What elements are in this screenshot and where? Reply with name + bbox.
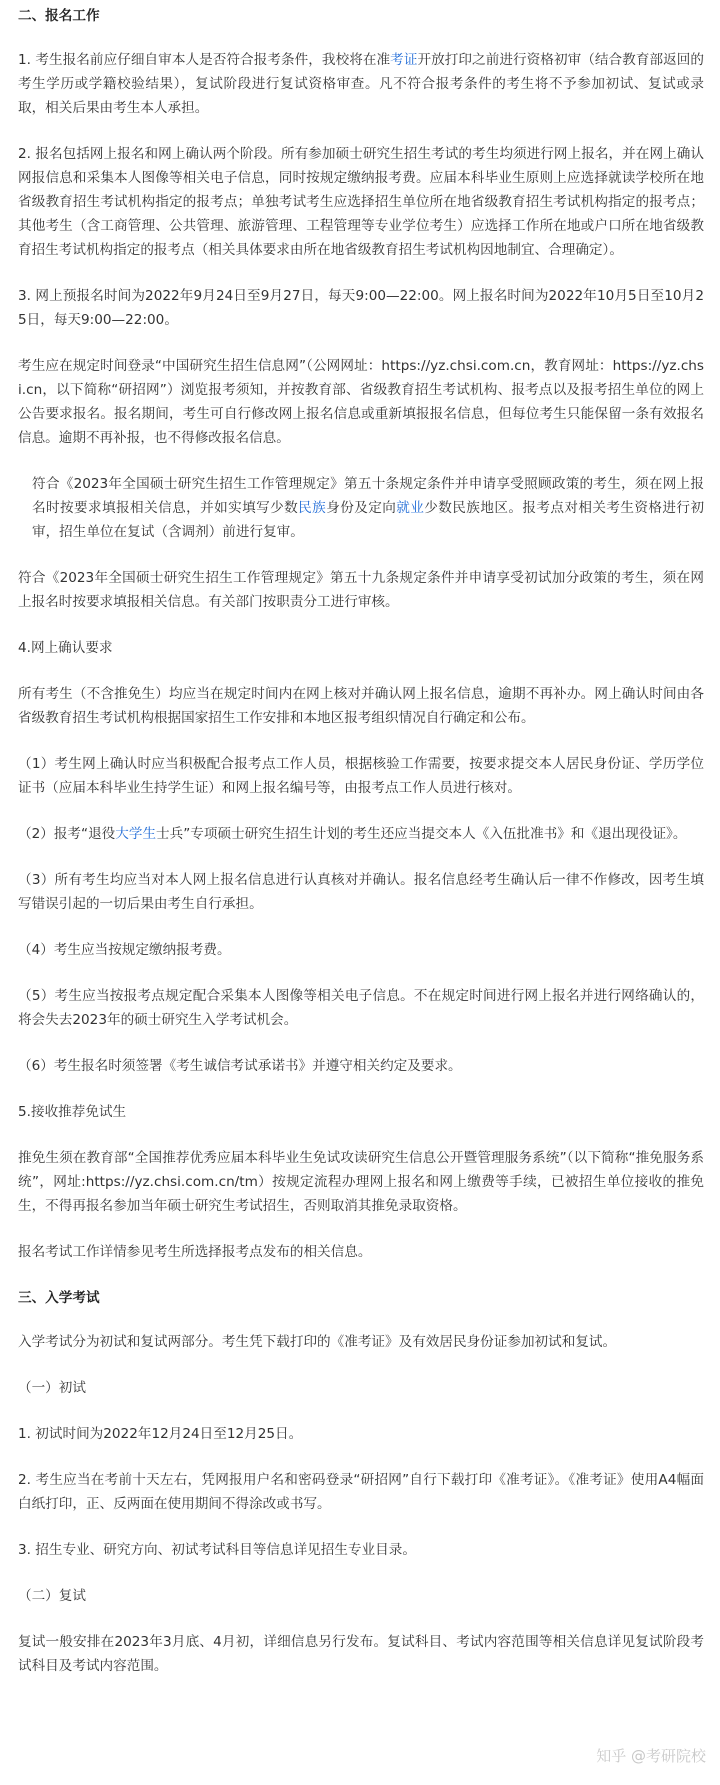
paragraph-retest-schedule: 复试一般安排在2023年3月底、4月初，详细信息另行发布。复试科目、考试内容范围等相关信息详见复试阶段考试科目及考试内容范围。 [18,1634,704,1674]
paragraph-exam-date: 1. 初试时间为2022年12月24日至12月25日。 [18,1426,303,1442]
text-segment: 符合《2023年全国硕士研究生招生工作管理规定》第五十条规定条件并申请享受照顾政策的考生，须在网上报名时按要求填报相关信息，并如实填写少数 [32,476,704,516]
subheading-online-confirmation: 4.网上确认要求 [18,640,113,656]
paragraph-admission-ticket: 2. 考生应当在考前十天左右，凭网报用户名和密码登录“研招网”自行下载打印《准考证》。《准考证》使用A4幅面白纸打印，正、反两面在使用期间不得涂改或书写。 [18,1472,704,1512]
paragraph-confirm-item-4: （4）考生应当按规定缴纳报考费。 [18,942,231,958]
link-kaozheng[interactable]: 考证 [390,52,418,68]
link-minzu[interactable]: 民族 [298,500,327,516]
paragraph-registration-details: 报名考试工作详情参见考生所选择报考点发布的相关信息。 [18,1244,372,1260]
paragraph-confirm-item-2 [18,822,704,846]
paragraph-registration-stages: 2. 报名包括网上报名和网上确认两个阶段。所有参加硕士研究生招生考试的考生均须进行网上报名，并在网上确认网报信息和采集本人图像等相关电子信息，同时按规定缴纳报考费。应届本科毕业生原则上应选择就读学校所在地省级教育招生考试机构指定的报考点；单独考试考生应选择招生单位所在地省级教育招生考试机构指定的报考点；其他考生（含工商管理、公共管理、旅游管理、工程管理等专业学位考生）应选择工作所在地或户口所在地省级教育招生考试机构指定的报考点（相关具体要求由所在地省级教育招生考试机构因地制宜、合理确定）。 [18,146,704,258]
paragraph-confirmation-time: 所有考生（不含推免生）均应当在规定时间内在网上核对并确认网上报名信息，逾期不再补办。网上确认时间由各省级教育招生考试机构根据国家招生工作安排和本地区报考组织情况自行确定和公布。 [18,686,704,726]
paragraph-initial-review [18,48,704,120]
paragraph-yanzhaowang-login: 考生应在规定时间登录“中国研究生招生信息网”（公网网址：https://yz.chsi.com.cn，教育网址：https://yz.chsi.cn，以下简称“研招网”）浏览报考须知，并按教育部、省级教育招生考试机构、报考点以及报考招生单位的网上公告要求报名。报名期间，考生可自行修改网上报名信息或重新填报报名信息，但每位考生只能保留一条有效报名信息。逾期不再补报，也不得修改报名信息。 [18,358,704,446]
paragraph-recommended-students: 推免生须在教育部“全国推荐优秀应届本科毕业生免试攻读研究生信息公开暨管理服务系统”（以下简称“推免服务系统”，网址:https://yz.chsi.com.cn/tm）按规定流程办理网上报名和网上缴费等手续，已被招生单位接收的推免生，不得再报名参加当年硕士研究生考试招生，否则取消其推免录取资格。 [18,1150,704,1214]
subheading-preliminary-exam: （一）初试 [18,1380,86,1396]
text-segment: 1. 考生报名前应仔细自审本人是否符合报考条件，我校将在准 [18,52,391,68]
text-segment: （2）报考“退役 [18,826,116,842]
paragraph-confirm-item-6: （6）考生报名时须签署《考生诚信考试承诺书》并遵守相关约定及要求。 [18,1058,462,1074]
paragraph-program-catalog: 3. 招生专业、研究方向、初试考试科目等信息详见招生专业目录。 [18,1542,416,1558]
link-jiuye[interactable]: 就业 [396,500,425,516]
link-daxuesheng[interactable]: 大学生 [115,826,157,842]
paragraph-minority-policy [18,472,704,544]
section-heading-registration: 二、报名工作 [18,8,100,24]
paragraph-registration-time: 3. 网上预报名时间为2022年9月24日至9月27日，每天9:00—22:00。网上报名时间为2022年10月5日至10月25日，每天9:00—22:00。 [18,288,704,328]
text-segment: 身份及定向 [326,500,397,516]
paragraph-confirm-item-5: （5）考生应当按报考点规定配合采集本人图像等相关电子信息。不在规定时间进行网上报名并进行网络确认的，将会失去2023年的硕士研究生入学考试机会。 [18,988,704,1028]
text-segment: 开放打印之前进行资格初审（结合教育部返回的考生学历或学籍校验结果），复试阶段进行复试资格审查。凡不符合报考条件的考生将不予参加初试、复试或录取，相关后果由考生本人承担。 [18,52,705,116]
paragraph-bonus-policy: 符合《2023年全国硕士研究生招生工作管理规定》第五十九条规定条件并申请享受初试加分政策的考生，须在网上报名时按要求填报相关信息。有关部门按职责分工进行审核。 [18,570,704,610]
section-heading-exam: 三、入学考试 [18,1290,100,1306]
paragraph-confirm-item-3: （3）所有考生均应当对本人网上报名信息进行认真核对并确认。报名信息经考生确认后一律不作修改，因考生填写错误引起的一切后果由考生自行承担。 [18,872,704,912]
paragraph-confirm-item-1: （1）考生网上确认时应当积极配合报考点工作人员，根据核验工作需要，按要求提交本人居民身份证、学历学位证书（应届本科毕业生持学生证）和网上报名编号等，由报考点工作人员进行核对。 [18,756,704,796]
paragraph-exam-overview: 入学考试分为初试和复试两部分。考生凭下载打印的《准考证》及有效居民身份证参加初试和复试。 [18,1334,617,1350]
subheading-recommended-students: 5.接收推荐免试生 [18,1104,127,1120]
subheading-retest: （二）复试 [18,1588,86,1604]
text-segment: 少数民族地区。报考点对相关考生资格进行初审，招生单位在复试（含调剂）前进行复审。 [32,500,705,540]
text-segment: 士兵”专项硕士研究生招生计划的考生还应当提交本人《入伍批准书》和《退出现役证》。 [156,826,687,842]
zhihu-watermark: 知乎 @考研院校 [596,1747,706,1765]
